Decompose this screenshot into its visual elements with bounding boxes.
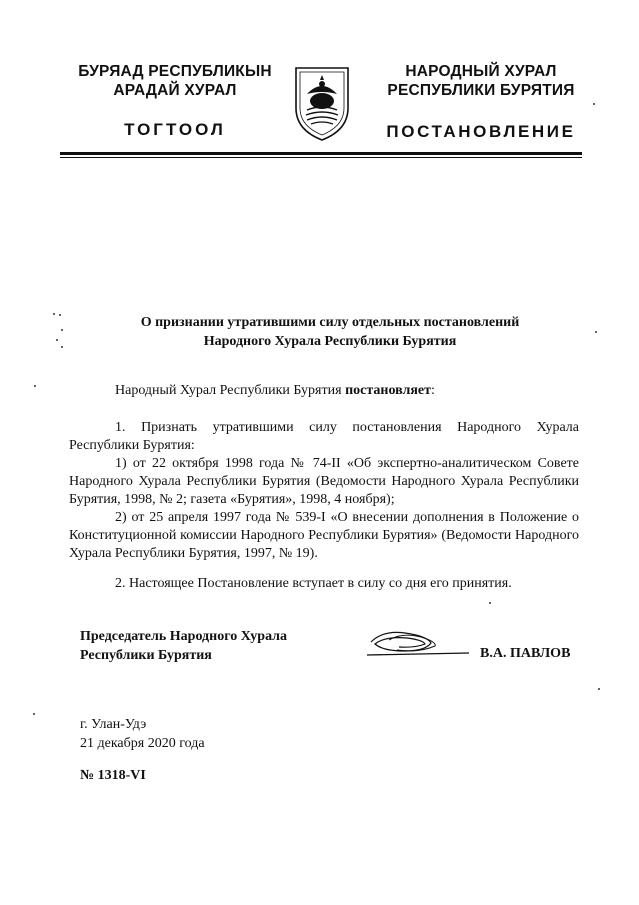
handwritten-signature — [365, 628, 470, 660]
scan-speck — [489, 602, 491, 604]
item-2: 2. Настоящее Постановление вступает в силу со дня его принятия. — [115, 576, 512, 591]
document-title — [80, 313, 580, 351]
document-number: № 1318-VI — [80, 768, 146, 783]
header-left-line1: БУРЯАД РЕСПУБЛИКЫН — [78, 63, 272, 80]
item-1-1: 1) от 22 октября 1998 года № 74-II «Об экспертно-аналитическом Совете Народного Хурала Республики Бурятия (Ведомости Народного Хурала Республики Бурятия, 1998, № 2; газета «Бурятия», 1998, 4 ноября); — [69, 456, 579, 507]
item-2-block — [69, 575, 579, 593]
scan-speck — [34, 385, 36, 387]
scan-speck — [598, 688, 600, 690]
scan-speck — [33, 713, 35, 715]
intro-end: : — [431, 383, 435, 398]
signatory-position — [80, 627, 287, 665]
scan-speck — [53, 313, 55, 315]
item-1: 1. Признать утратившими силу постановления Народного Хурала Республики Бурятия: — [69, 420, 579, 453]
document-title-line2: Народного Хурала Республики Бурятия — [203, 334, 457, 349]
signatory-position-line2: Республики Бурятия — [80, 648, 212, 663]
scan-speck — [61, 346, 63, 348]
scan-speck — [61, 329, 63, 331]
item-1-2: 2) от 25 апреля 1997 года № 539-I «О внесении дополнения в Положение о Конституционной комиссии Народного Республики Бурятия» (Ведомости Народного Хурала Республики Бурятия, 1997, № 19). — [69, 510, 579, 561]
signatory-position-line1: Председатель Народного Хурала — [80, 629, 288, 644]
header-left-title — [70, 62, 280, 100]
signatory-name: В.А. ПАВЛОВ — [480, 646, 571, 661]
intro-bold: постановляет — [345, 383, 432, 398]
document-title-line1: О признании утратившими силу отдельных постановлений — [140, 315, 520, 330]
scan-speck — [593, 103, 595, 105]
coat-of-arms-icon — [293, 64, 351, 142]
city: г. Улан-Удэ — [80, 717, 147, 732]
intro-text: Народный Хурал Республики Бурятия — [115, 383, 346, 398]
header-rule-thin — [60, 157, 582, 158]
scan-speck — [595, 331, 597, 333]
header-left-doc-type: ТОГТООЛ — [124, 120, 226, 139]
resolution-body — [69, 419, 579, 563]
scan-speck — [59, 314, 61, 316]
intro-paragraph — [69, 382, 579, 400]
header-right-title — [372, 62, 590, 100]
place-and-date — [80, 715, 205, 753]
header-right-line2: РЕСПУБЛИКИ БУРЯТИЯ — [387, 82, 575, 99]
header-rule-thick — [60, 152, 582, 155]
header-left-line2: АРАДАЙ ХУРАЛ — [113, 82, 237, 99]
scan-speck — [56, 339, 58, 341]
header-right-line1: НАРОДНЫЙ ХУРАЛ — [405, 63, 557, 80]
header-right-doc-type: ПОСТАНОВЛЕНИЕ — [386, 122, 576, 141]
date: 21 декабря 2020 года — [80, 736, 205, 751]
